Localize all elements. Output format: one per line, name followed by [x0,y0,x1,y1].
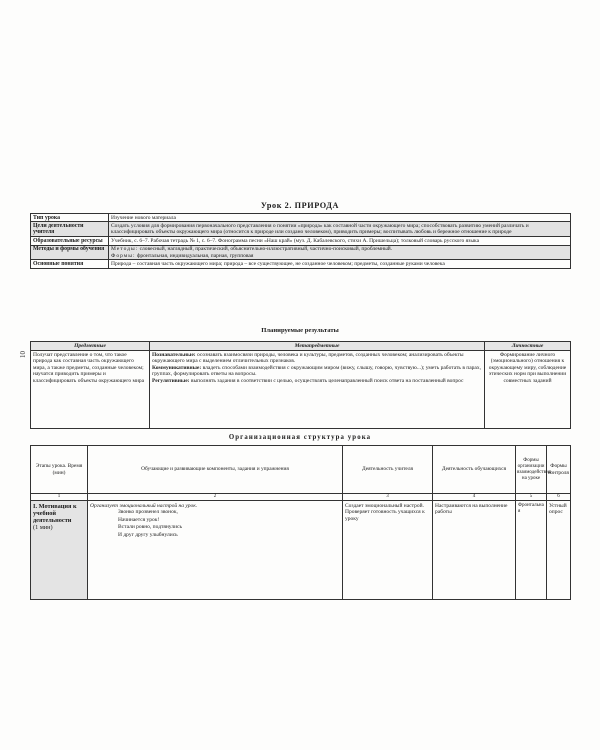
key-concepts-value: Природа – составная часть окружающего мира; природа – все существующее, не созданное человеком; предметы, созданные руками человека [109,260,571,268]
lesson-structure-table [30,445,571,600]
methods-value [109,245,571,260]
header-stages: Этапы урока. Время (мин) [31,446,88,494]
header-subject: Предметные [31,342,150,351]
poem-line: И друг другу улыбнулись [118,531,178,538]
column-number-row [31,494,571,501]
lesson-info-row [31,260,571,268]
teacher-activity-cell: Создает эмоциональный настрой. Проверяет готовность учащихся к уроку [343,501,433,600]
structure-title: Организационная структура урока [228,434,372,441]
teacher-goals-value: Создать условия для формирования первоначального представления о понятии «природа» как составной части окружающего мира; способствовать развитию умений различать и классифицировать объекты окружающего мира (относится к природе или создано человеком), приводить примеры; воспитывать любовь и бережное отношение к природе [109,222,571,237]
poem-line: Встали ровно, подтянулись [118,524,182,531]
header-personal: Личностные [485,342,571,351]
planned-results-header-row [31,342,571,351]
poem-line: Начинается урок! [118,516,160,523]
lesson-info-table [30,213,571,269]
column-number: 3 [343,494,433,501]
lesson-type-label: Тип урока [31,214,109,222]
cognitive-label: Познавательные: [152,351,196,358]
header-components: Обучающие и развивающие компоненты, задания и упражнения [88,446,343,494]
methods-prefix: Методы: [111,246,139,253]
header-student-activity: Деятельность обучающихся [433,446,516,494]
regulatory-text: выполнять задания в соответствии с целью, осуществлять целенаправленный поиск ответа на поставленный вопрос [190,377,464,384]
poem-line: Звонко прозвенел звонок, [118,509,178,516]
forms-text: фронтальная, индивидуальная, парная, групповая [136,252,254,259]
methods-text: словесный, наглядный, практический, объяснительно-иллюстративный, частично-поисковый, проблемный. [139,246,393,253]
lesson-info-row [31,237,571,245]
regulatory-label: Регулятивные: [152,377,190,384]
planned-results-table [30,341,571,429]
lesson-info-row [31,222,571,237]
personal-results: Формирование личного (эмоционального) отношения к окружающему миру, соблюдение этических норм при выполнении совместных заданий [485,351,571,429]
student-activity-cell: Настраиваются на выполнение работы [433,501,516,600]
stage-name: I. Мотивация к учебной деятельности [33,502,77,524]
stage-time: (1 мин) [33,524,53,532]
planned-results-row [31,351,571,429]
interaction-forms-cell: Фронтальная [516,501,547,600]
header-teacher-activity: Деятельность учителя [343,446,433,494]
page-number: 10 [19,351,27,358]
structure-row-motivation [31,501,571,600]
cognitive-text: осознавать взаимосвязи природы, человека и культуры, предметов, созданных человеком; анализировать объекты окружающего мира с выделением отличительных признаков. [152,351,464,365]
communicative-label: Коммуникативные: [152,364,202,371]
teacher-goals-label: Цели деятельности учителя [31,222,109,237]
stage-cell [31,501,88,600]
column-number: 5 [516,494,547,501]
header-interaction-forms: Формы организации взаимодействия на уроке [516,446,547,494]
components-cell [88,501,343,600]
lesson-info-row [31,214,571,222]
column-number: 4 [433,494,516,501]
structure-header-row [31,446,571,494]
header-control-forms: Формы контроля [547,446,571,494]
resources-label: Образовательные ресурсы [31,237,109,245]
header-meta: Метапредметные [150,342,485,351]
lesson-info-row [31,245,571,260]
poem [90,509,340,539]
methods-label: Методы и формы обучения [31,245,109,260]
communicative-text: владеть способами взаимодействия с окружающим миром (вижу, слышу, говорю, чувствую...); уметь работать в парах, группах, формулировать ответы на вопросы. [152,364,481,378]
lesson-type-value: Изучение нового материала [109,214,571,222]
column-number: 2 [88,494,343,501]
meta-results [150,351,485,429]
lesson-title: Урок 2. ПРИРОДА [260,201,340,210]
column-number: 6 [547,494,571,501]
planned-results-title: Планируемые результаты [261,327,339,334]
subject-results: Получат представление о том, что такое природа как составная часть окружающего мира, а также предметы, созданные человеком; научатся приводить примеры и классифицировать объекты окружающего мира [31,351,150,429]
forms-prefix: Формы: [111,252,136,259]
key-concepts-label: Основные понятия [31,260,109,268]
control-forms-cell: Устный опрос [547,501,571,600]
resources-value: Учебник, с. 6–7. Рабочая тетрадь № 1, с. 6–7. Фонограмма песни «Наш край» (муз. Д. Кабалевского, стихи А. Пришельца); толковый словарь русского языка [109,237,571,245]
poem-intro: Организует эмоциональный настрой на урок. [90,502,198,509]
column-number: 1 [31,494,88,501]
